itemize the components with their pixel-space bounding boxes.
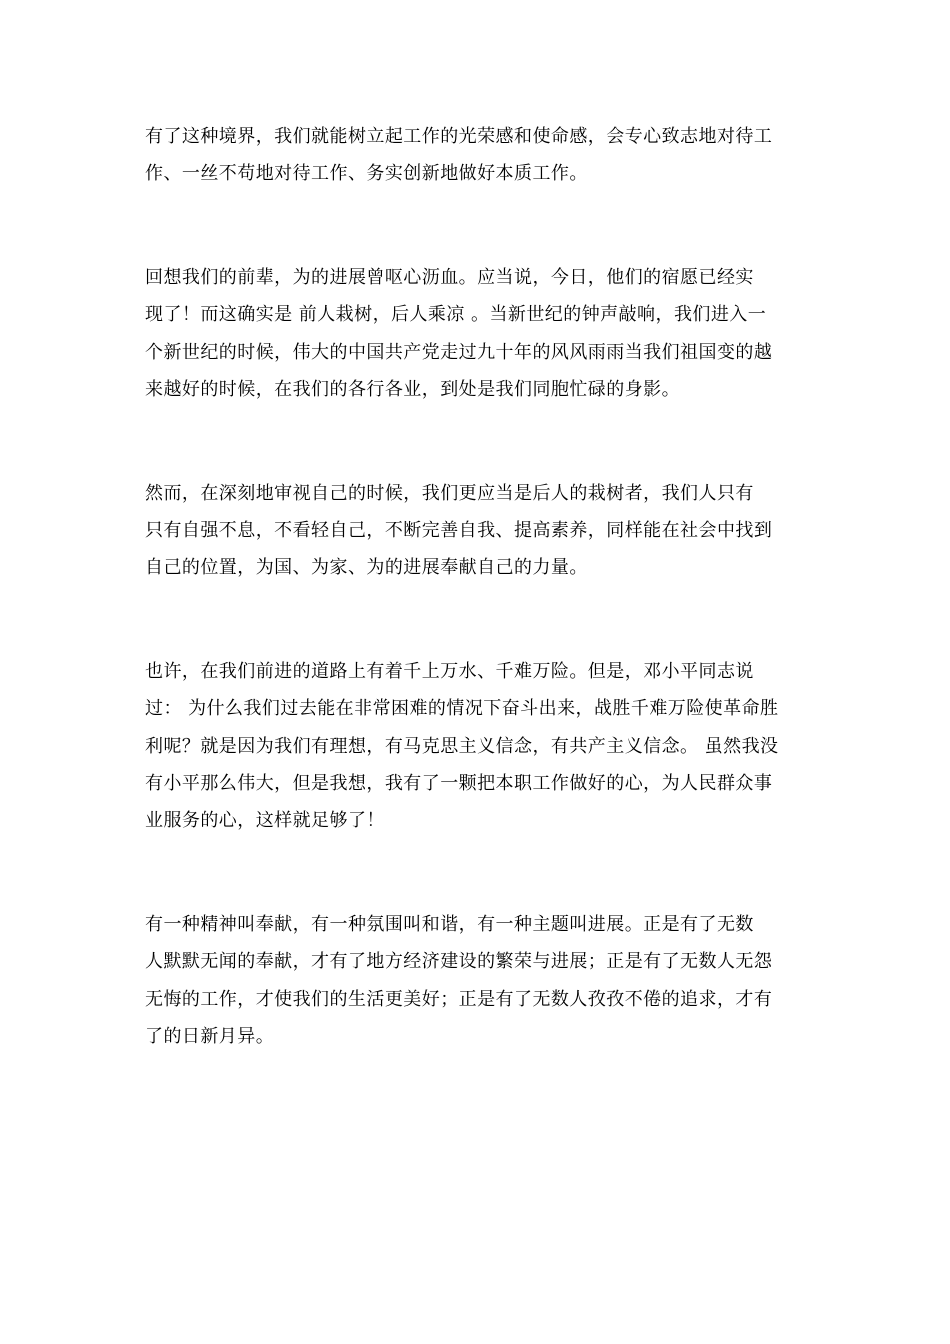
paragraph-3-line-3: 自己的位置，为国、为家、为的进展奉献自己的力量。 <box>145 557 588 578</box>
paragraph-4-line-3: 利呢？就是因为我们有理想，有马克思主义信念，有共产主义信念。 虽然我没 <box>145 736 779 757</box>
paragraph-5-line-4: 了的日新月异。 <box>145 1026 275 1047</box>
paragraph-1-line-2: 作、一丝不苟地对待工作、务实创新地做好本质工作。 <box>145 163 588 184</box>
paragraph-3-line-2: 只有自强不息，不看轻自己，不断完善自我、提高素养，同样能在社会中找到 <box>145 520 773 541</box>
paragraph-2-line-3: 个新世纪的时候，伟大的中国共产党走过九十年的风风雨雨当我们祖国变的越 <box>145 342 773 363</box>
paragraph-4-line-2: 过： 为什么我们过去能在非常困难的情况下奋斗出来，战胜千难万险使革命胜 <box>145 698 779 719</box>
paragraph-5-line-2: 人默默无闻的奉献，才有了地方经济建设的繁荣与进展；正是有了无数人无怨 <box>145 951 773 972</box>
paragraph-3-line-1: 然而，在深刻地审视自己的时候，我们更应当是后人的栽树者，我们人只有 <box>145 483 754 504</box>
paragraph-4-line-1: 也许，在我们前进的道路上有着千上万水、千难万险。但是，邓小平同志说 <box>145 661 754 682</box>
paragraph-2-line-1: 回想我们的前辈，为的进展曾呕心沥血。应当说，今日，他们的宿愿已经实 <box>145 267 754 288</box>
paragraph-4-line-5: 业服务的心，这样就足够了！ <box>145 810 385 831</box>
paragraph-4-line-4: 有小平那么伟大，但是我想，我有了一颗把本职工作做好的心，为人民群众事 <box>145 773 773 794</box>
paragraph-5-line-3: 无悔的工作，才使我们的生活更美好；正是有了无数人孜孜不倦的追求，才有 <box>145 989 773 1010</box>
paragraph-1-line-1: 有了这种境界，我们就能树立起工作的光荣感和使命感，会专心致志地对待工 <box>145 126 773 147</box>
paragraph-2-line-2: 现了！而这确实是 前人栽树，后人乘凉 。当新世纪的钟声敲响，我们进入一 <box>145 304 767 325</box>
paragraph-5-line-1: 有一种精神叫奉献，有一种氛围叫和谐，有一种主题叫进展。正是有了无数 <box>145 914 754 935</box>
paragraph-2-line-4: 来越好的时候，在我们的各行各业，到处是我们同胞忙碌的身影。 <box>145 379 681 400</box>
